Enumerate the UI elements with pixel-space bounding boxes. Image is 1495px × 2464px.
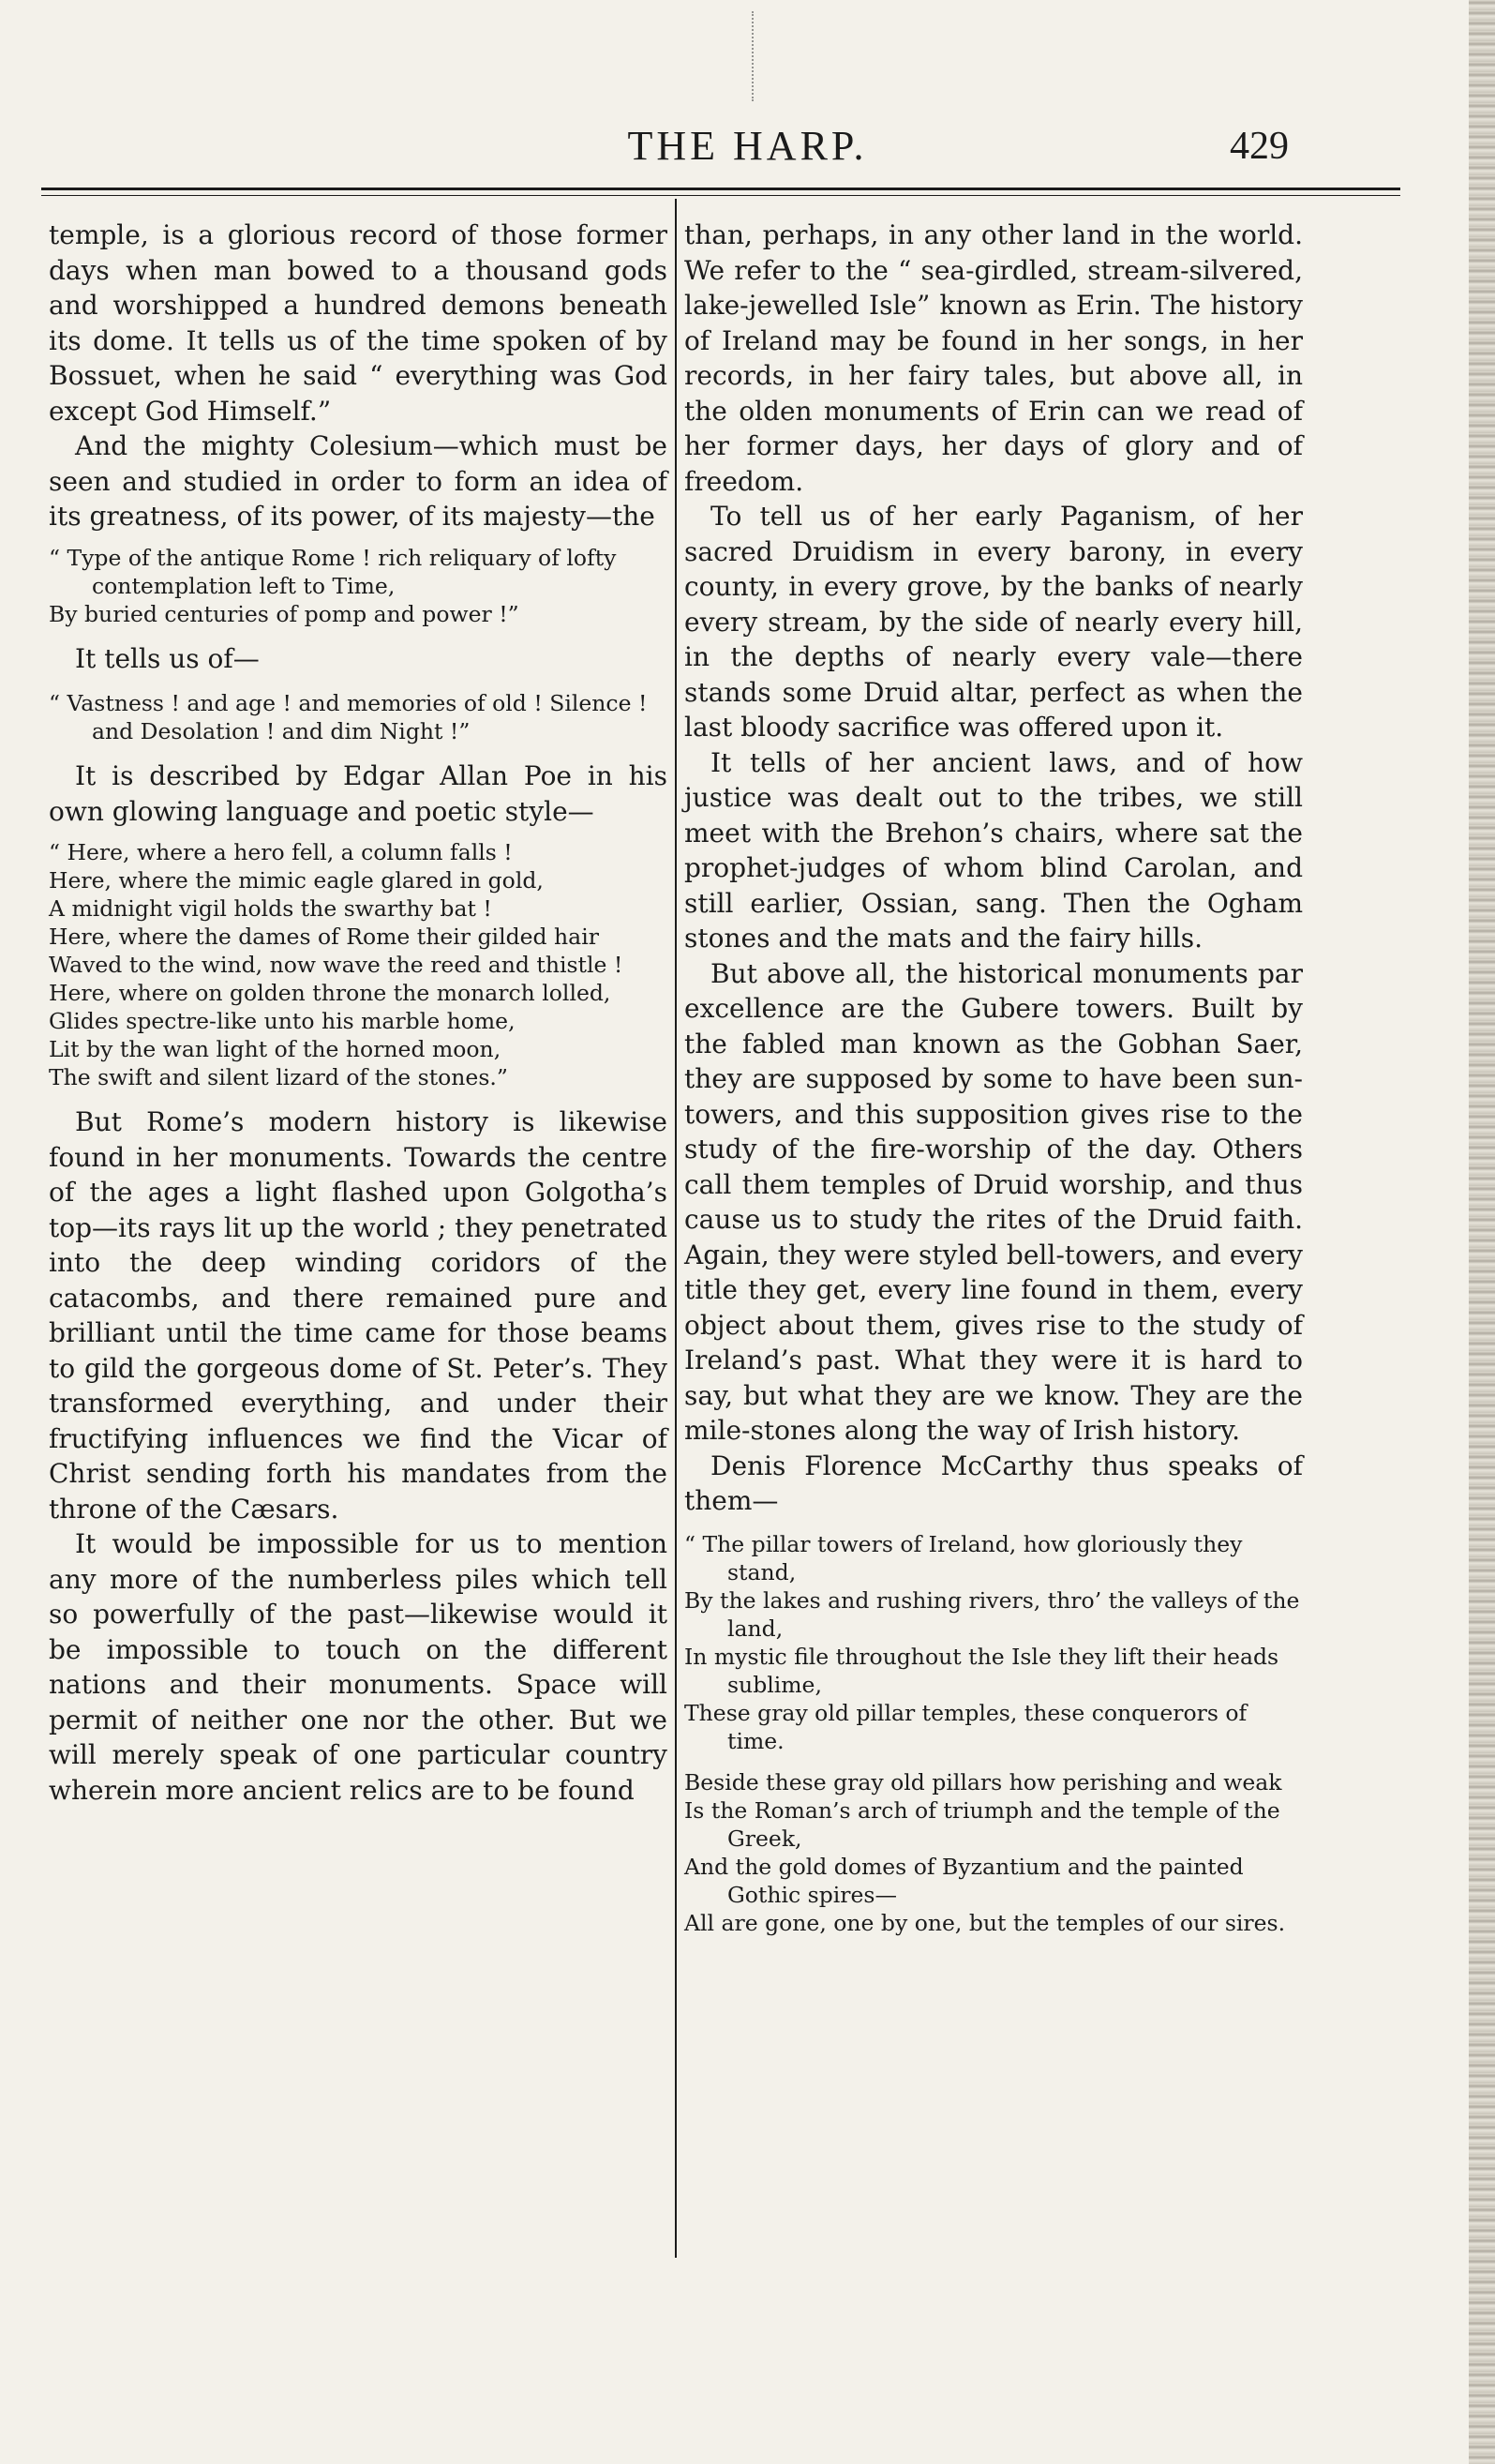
page-edge [1469, 0, 1495, 2464]
paragraph: But Rome’s modern history is likewise found in her monuments. Towards the centre of the ages a light flashed upon Golgotha’s top—its rays lit up the world ; they penetrated into the deep winding coridors of the catacombs, and there remained pure and brilliant until the time came for those beams to gild the gorgeous dome of St. Peter’s. They transformed everything, and under their fructifying influences we find the Vicar of Christ sending forth his mandates from the throne of the Cæsars. [49, 1106, 667, 1525]
paragraph: It tells us of— [75, 642, 260, 674]
poem-line: “ Here, where a hero fell, a column falls ! [49, 839, 513, 865]
poem-line: By the lakes and rushing rivers, thro’ the valleys of the land, [684, 1586, 1300, 1642]
poem-line: A midnight vigil holds the swarthy bat ! [49, 895, 492, 922]
poem-line: The swift and silent lizard of the stones.” [49, 1064, 508, 1090]
poem-line: By buried centuries of pomp and power !” [49, 600, 519, 627]
poem-line: “ Vastness ! and age ! and memories of old ! Silence ! and Desolation ! and dim Night !” [49, 690, 648, 744]
paragraph: Denis Florence McCarthy thus speaks of them— [684, 1450, 1303, 1516]
left-column [49, 218, 667, 1808]
poem-line: Glides spectre-like unto his marble home, [49, 1008, 516, 1034]
poem-line: And the gold domes of Byzantium and the painted Gothic spires— [684, 1853, 1244, 1908]
poem-line: “ The pillar towers of Ireland, how gloriously they stand, [684, 1530, 1243, 1585]
paragraph: It is described by Edgar Allan Poe in his own glowing language and poetic style— [49, 760, 667, 827]
page-number: 429 [1230, 125, 1289, 168]
poem-line: All are gone, one by one, but the temples of our sires. [684, 1909, 1286, 1936]
paragraph: To tell us of her early Paganism, of her sacred Druidism in every barony, in every county, in every grove, by the banks of nearly every stream, by the side of nearly every hill, in the depths of nearly every vale—there stands some Druid altar, perfect as when the last bloody sacrifice was offered upon it. [684, 501, 1303, 743]
poem-line: These gray old pillar temples, these conquerors of time. [684, 1699, 1248, 1754]
paragraph: And the mighty Colesium—which must be seen and studied in order to form an idea of its greatness, of its power, of its majesty—the [49, 430, 667, 532]
poem-line: Beside these gray old pillars how perishing and weak [684, 1768, 1282, 1795]
header-rule-thin [41, 195, 1400, 196]
header-rule [41, 188, 1400, 190]
paragraph: But above all, the historical monuments par excellence are the Gubere towers. Built by the fabled man known as the Gobhan Saer, they are supposed by some to have been sun-towers, and this supposition gives rise to the study of the fire-worship of the day. Others call them temples of Druid worship, and thus cause us to study the rites of the Druid faith. Again, they were styled bell-towers, and every title they get, every line found in them, every object about them, gives rise to the study of Ireland’s past. What they were it is hard to say, but what they are we know. They are the mile-stones along the way of Irish history. [684, 957, 1303, 1446]
poem-line: Here, where the mimic eagle glared in gold, [49, 867, 544, 894]
stanza-gap [684, 1755, 1303, 1768]
poem-line: Is the Roman’s arch of triumph and the temple of the Greek, [684, 1796, 1280, 1852]
column-divider [675, 199, 677, 2258]
poem-line: Here, where on golden throne the monarch lolled, [49, 980, 611, 1006]
poem-line: Lit by the wan light of the horned moon, [49, 1036, 501, 1062]
masthead-title: THE HARP. [627, 123, 868, 169]
paragraph: temple, is a glorious record of those former days when man bowed to a thousand gods and worshipped a hundred demons beneath its dome. It tells us of the time spoken of by Bossuet, when he said “ everything was God except God Himself.” [49, 219, 667, 427]
poem-quote [49, 689, 667, 745]
poem-quote [49, 544, 667, 628]
poem-line: In mystic file throughout the Isle they lift their heads sublime, [684, 1643, 1279, 1698]
poem-quote [49, 838, 667, 1091]
poem-quote [684, 1530, 1303, 1937]
paragraph: It would be impossible for us to mention any more of the numberless piles which tell so powerfully of the past—likewise would it be impossible to touch on the different nations and their monuments. Space will permit of neither one nor the other. But we will merely speak of one particular country wherein more ancient relics are to be found [49, 1528, 667, 1806]
print-speck [752, 11, 759, 101]
poem-line: Waved to the wind, now wave the reed and thistle ! [49, 952, 623, 978]
poem-line: “ Type of the antique Rome ! rich reliquary of lofty contemplation left to Time, [49, 544, 617, 599]
paragraph: It tells of her ancient laws, and of how justice was dealt out to the tribes, we still meet with the Brehon’s chairs, where sat the prophet-judges of whom blind Carolan, and still earlier, Ossian, sang. Then the Ogham stones and the mats and the fairy hills. [684, 746, 1303, 954]
paragraph: than, perhaps, in any other land in the world. We refer to the “ sea-girdled, stream-silvered, lake-jewelled Isle” known as Erin. The history of Ireland may be found in her songs, in her records, in her fairy tales, but above all, in the olden monuments of Erin can we read of her former days, her days of glory and of freedom. [684, 219, 1303, 497]
right-column [684, 218, 1303, 1948]
poem-line: Here, where the dames of Rome their gilded hair [49, 924, 599, 950]
